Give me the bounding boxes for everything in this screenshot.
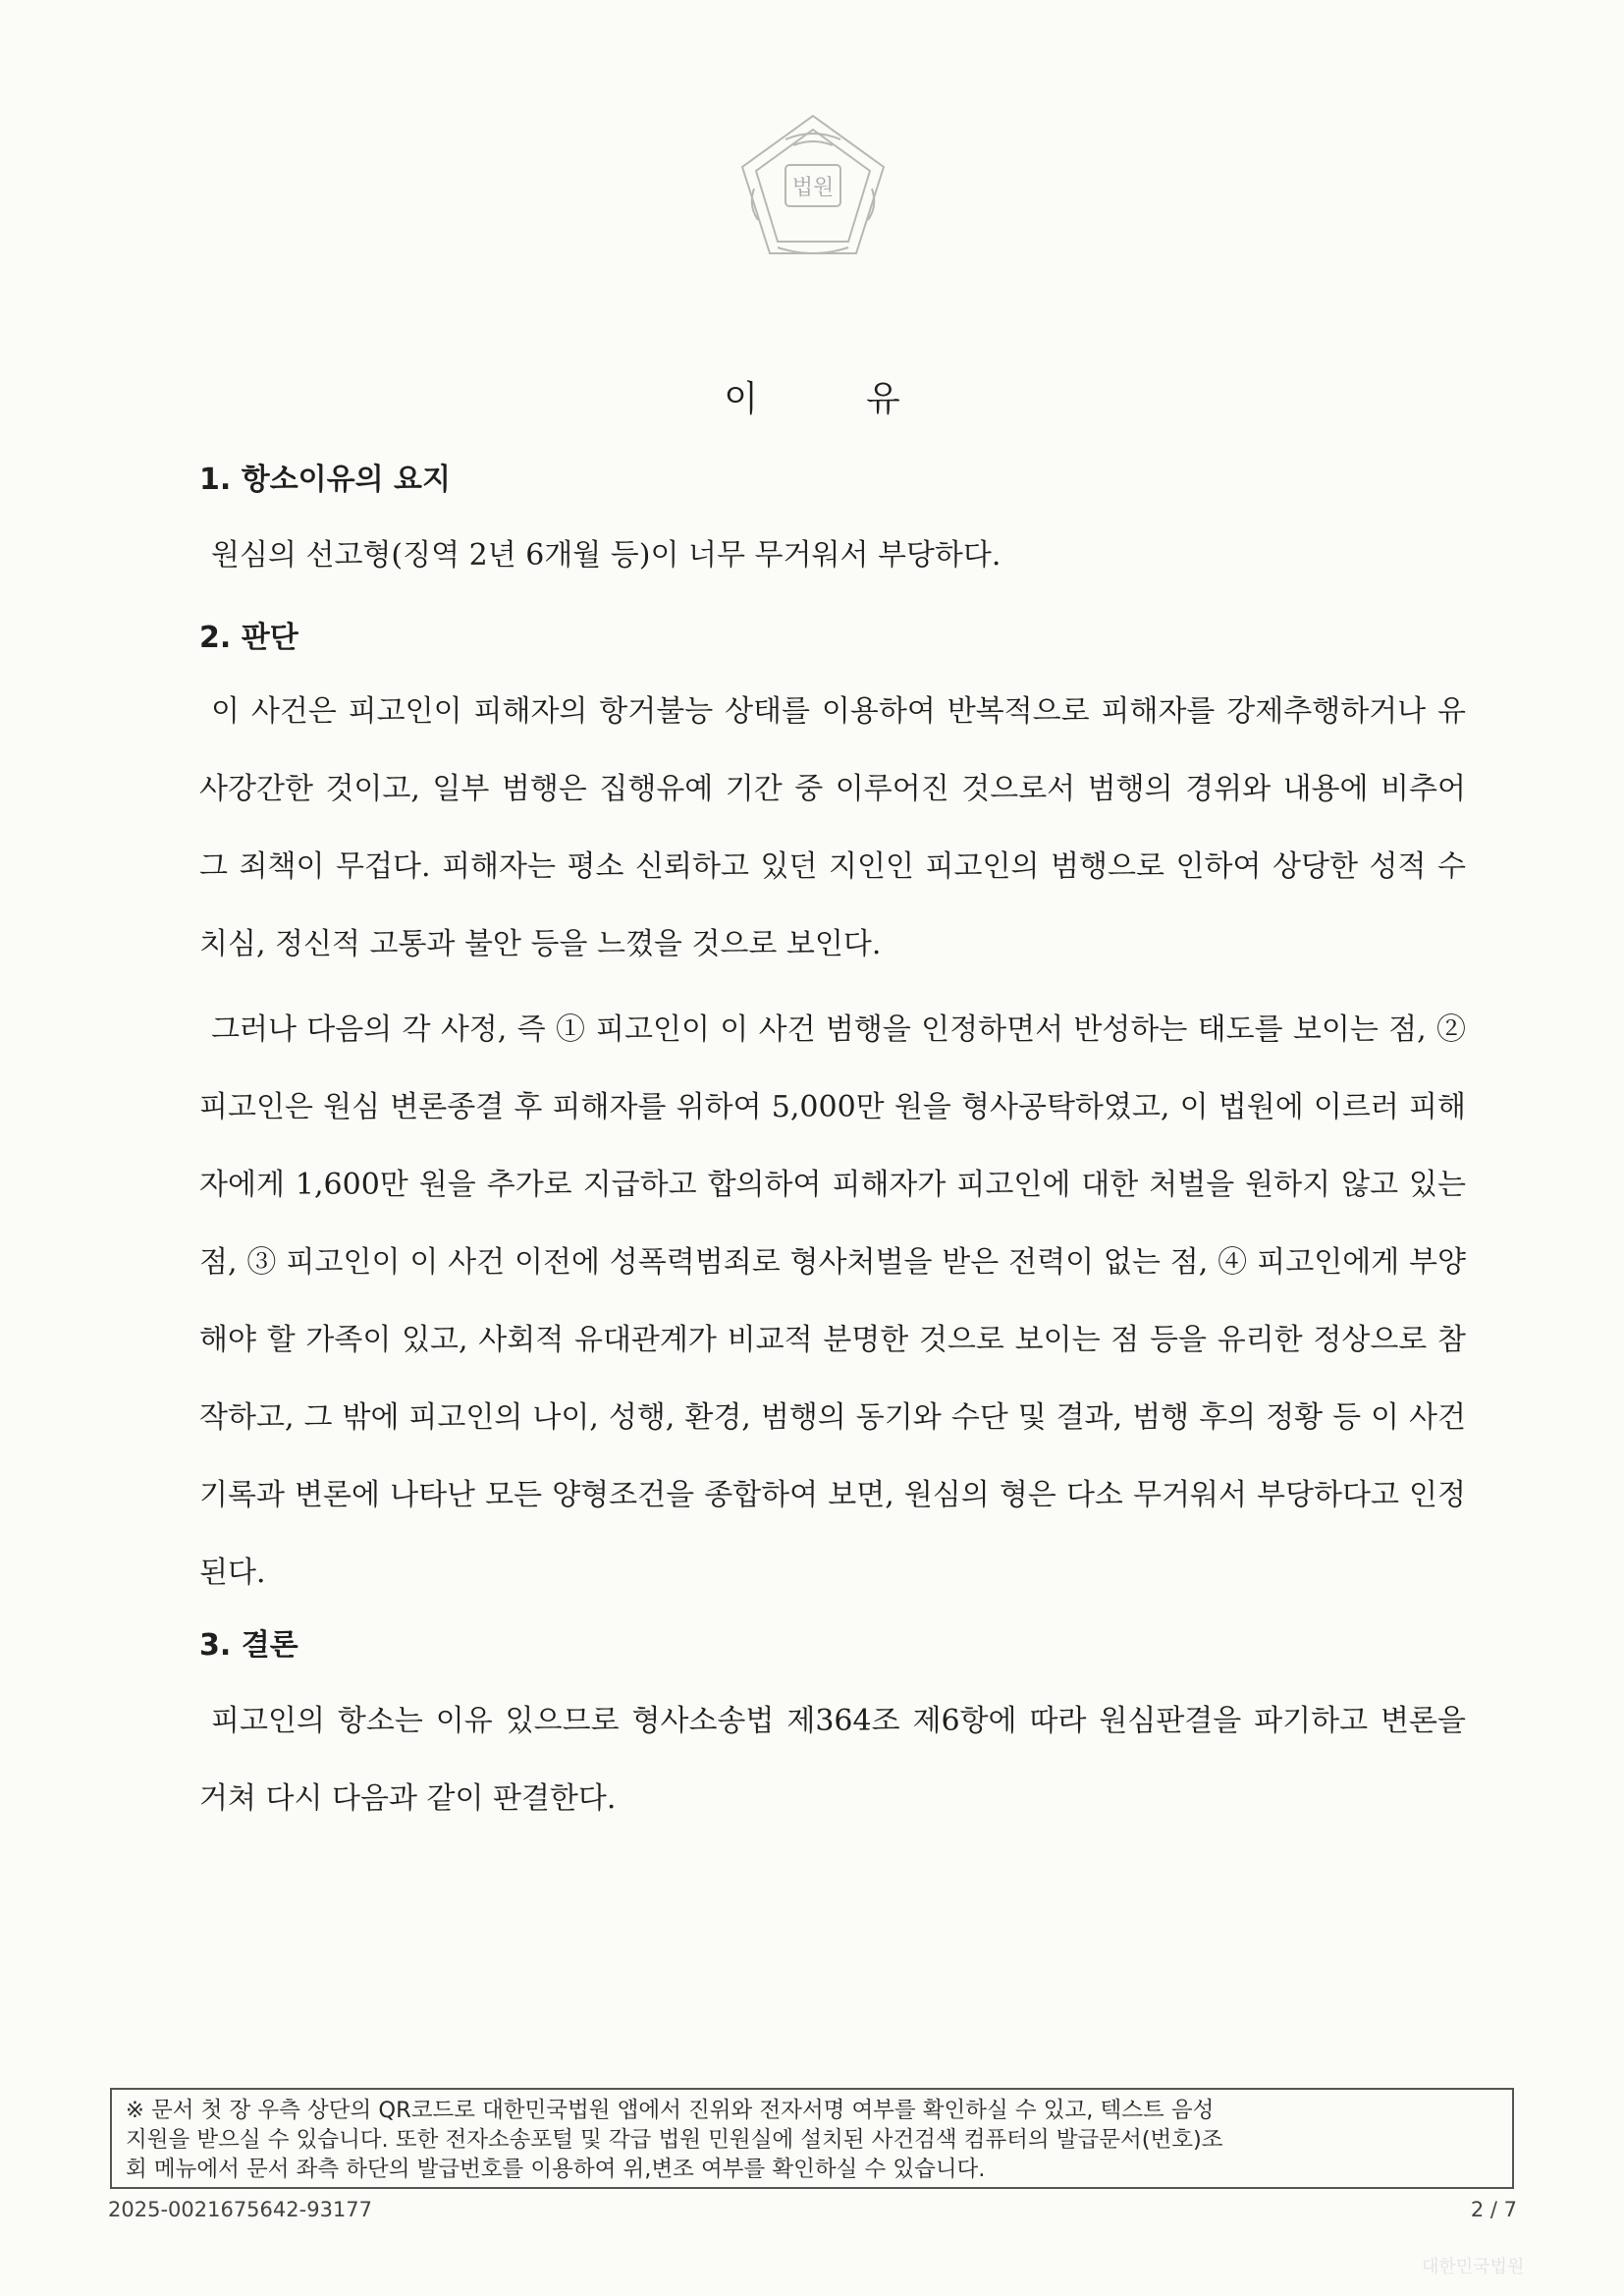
title-char-2: 유 — [866, 379, 900, 419]
page-number: 2 / 7 — [1470, 2198, 1517, 2221]
verification-notice-box — [110, 2088, 1514, 2189]
notice-line-3: 회 메뉴에서 문서 좌측 하단의 발급번호를 이용하여 위,변조 여부를 확인하실 수 있습니다. — [126, 2157, 986, 2182]
page-title — [0, 371, 1624, 421]
seal-text: 법원 — [791, 176, 835, 200]
section-1-paragraph: 원심의 선고형(징역 2년 6개월 등)이 너무 무거워서 부당하다. — [211, 538, 1001, 573]
section-2-paragraph-2: 그러나 다음의 각 사정, 즉 ① 피고인이 이 사건 범행을 인정하면서 반성하는 태도를 보이는 점, ② 피고인은 원심 변론종결 후 피해자를 위하여 5,000만 원을 형사공탁하였고, 이 법원에 이르러 피해자에게 1,600만 원을 추가로 지급하고 합의하여 피해자가 피고인에 대한 처벌을 원하지 않고 있는 점, ③ 피고인이 이 사건 이전에 성폭력범죄로 형사처벌을 받은 전력이 없는 점, ④ 피고인에게 부양해야 할 가족이 있고, 사회적 유대관계가 비교적 분명한 것으로 보이는 점 등을 유리한 정상으로 참작하고, 그 밖에 피고인의 나이, 성행, 환경, 범행의 동기와 수단 및 결과, 범행 후의 정황 등 이 사건 기록과 변론에 나타난 모든 양형조건을 종합하여 보면, 원심의 형은 다소 무거워서 부당하다고 인정된다. — [199, 1012, 1466, 1590]
court-seal-icon — [734, 110, 892, 267]
section-2-heading: 2. 판단 — [199, 621, 298, 655]
judgment-body — [199, 454, 1466, 1837]
court-watermark: 대한민국법원 — [1422, 2257, 1525, 2277]
court-seal-emblem — [734, 110, 892, 267]
section-2-paragraph-1: 이 사건은 피고인이 피해자의 항거불능 상태를 이용하여 반복적으로 피해자를 강제추행하거나 유사강간한 것이고, 일부 범행은 집행유예 기간 중 이루어진 것으로서 범행의 경위와 내용에 비추어 그 죄책이 무겁다. 피해자는 평소 신뢰하고 있던 지인인 피고인의 범행으로 인하여 상당한 성적 수치심, 정신적 고통과 불안 등을 느꼈을 것으로 보인다. — [199, 694, 1466, 961]
notice-line-1: ※ 문서 첫 장 우측 상단의 QR코드로 대한민국법원 앱에서 진위와 전자서명 여부를 확인하실 수 있고, 텍스트 음성 — [126, 2098, 1215, 2123]
section-3-paragraph: 피고인의 항소는 이유 있으므로 형사소송법 제364조 제6항에 따라 원심판결을 파기하고 변론을 거쳐 다시 다음과 같이 판결한다. — [199, 1704, 1466, 1816]
document-issue-number: 2025-0021675642-93177 — [108, 2198, 373, 2221]
notice-line-2: 지원을 받으실 수 있습니다. 또한 전자소송포털 및 각급 법원 민원실에 설치된 사건검색 컴퓨터의 발급문서(번호)조 — [126, 2127, 1223, 2153]
section-1-heading: 1. 항소이유의 요지 — [199, 463, 452, 497]
title-char-1: 이 — [724, 379, 758, 419]
section-3-heading: 3. 결론 — [199, 1628, 298, 1663]
